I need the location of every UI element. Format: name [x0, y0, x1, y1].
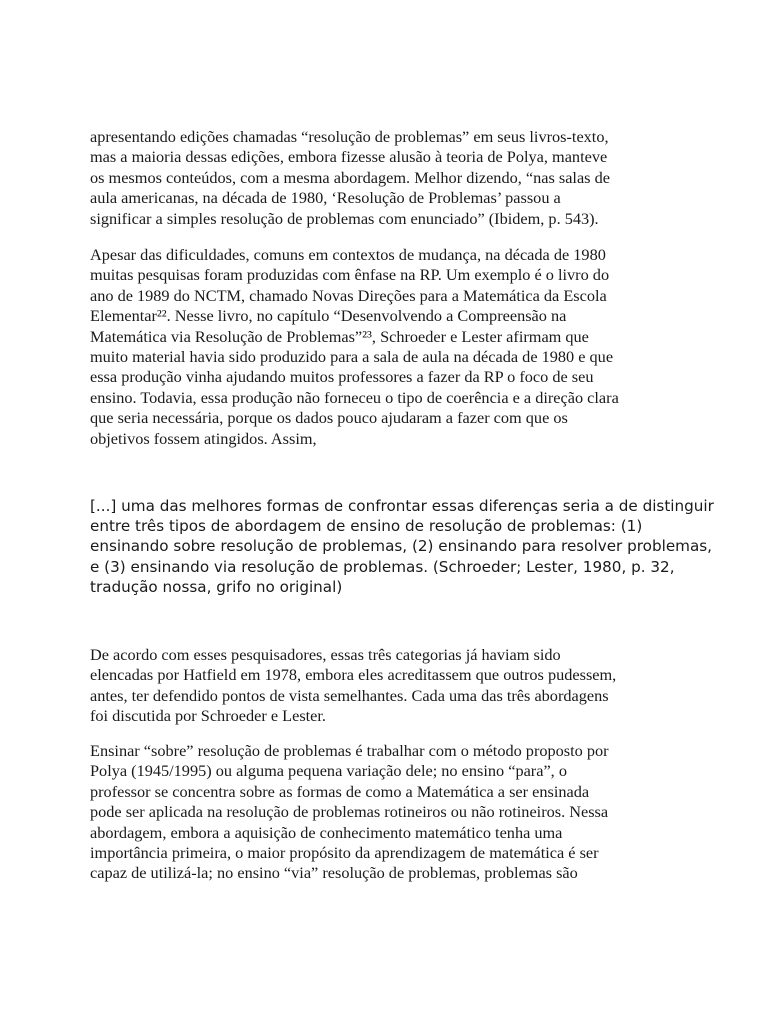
paragraph-line: Matemática via Resolução de Problemas”²³, Schroeder e Lester afirmam que [90, 326, 589, 346]
paragraph-2 [90, 245, 690, 449]
quote-line: tradução nossa, grifo no original) [90, 577, 343, 596]
paragraph-line: pode ser aplicada na resolução de problemas rotineiros ou não rotineiros. Nessa [90, 802, 609, 822]
paragraph-line: objetivos fossem atingidos. Assim, [90, 428, 317, 448]
paragraph-line: mas a maioria dessas edições, embora fizesse alusão à teoria de Polya, manteve [90, 147, 608, 167]
paragraph-line: muito material havia sido produzido para a sala de aula na década de 1980 e que [90, 347, 614, 367]
paragraph-line: Apesar das dificuldades, comuns em contextos de mudança, na década de 1980 [90, 245, 606, 264]
quote-line: e (3) ensinando via resolução de problemas. (Schroeder; Lester, 1980, p. 32, [90, 557, 675, 576]
paragraph-line: os mesmos conteúdos, com a mesma abordagem. Melhor dizendo, “nas salas de [90, 167, 610, 187]
paragraph-3 [90, 645, 690, 727]
paragraph-line: significar a simples resolução de problemas com enunciado” (Ibidem, p. 543). [90, 208, 599, 228]
paragraph-line: Elementar²². Nesse livro, no capítulo “Desenvolvendo a Compreensão na [90, 306, 567, 326]
paragraph-line: abordagem, embora a aquisição de conhecimento matemático tenha uma [90, 822, 563, 842]
paragraph-line: aula americanas, na década de 1980, ‘Resolução de Problemas’ passou a [90, 188, 561, 208]
paragraph-line: essa produção vinha ajudando muitos professores a fazer da RP o foco de seu [90, 367, 594, 387]
paragraph-line: Ensinar “sobre” resolução de problemas é trabalhar com o método proposto por [90, 741, 609, 760]
quote-line: [...] uma das melhores formas de confrontar essas diferenças seria a de distinguir [90, 497, 714, 515]
paragraph-line: importância primeira, o maior propósito da aprendizagem de matemática é ser [90, 843, 599, 863]
paragraph-line: De acordo com esses pesquisadores, essas três categorias já haviam sido [90, 645, 561, 664]
paragraph-line: muitas pesquisas foram produzidas com ênfase na RP. Um exemplo é o livro do [90, 265, 610, 285]
quote-line: ensinando sobre resolução de problemas, (2) ensinando para resolver problemas, [90, 537, 713, 556]
paragraph-1 [90, 127, 690, 229]
paragraph-line: apresentando edições chamadas “resolução de problemas” em seus livros-texto, [90, 127, 609, 146]
block-quote [90, 496, 714, 597]
paragraph-4 [90, 741, 690, 884]
quote-line: entre três tipos de abordagem de ensino de resolução de problemas: (1) [90, 517, 643, 536]
paragraph-line: Polya (1945/1995) ou alguma pequena variação dele; no ensino “para”, o [90, 761, 567, 781]
paragraph-line: que seria necessária, porque os dados pouco ajudaram a fazer com que os [90, 408, 568, 428]
paragraph-line: ano de 1989 do NCTM, chamado Novas Direções para a Matemática da Escola [90, 285, 607, 305]
paragraph-line: capaz de utilizá-la; no ensino “via” resolução de problemas, problemas são [90, 863, 578, 883]
paragraph-line: elencadas por Hatfield em 1978, embora eles acreditassem que outros pudessem, [90, 665, 617, 685]
paragraph-line: foi discutida por Schroeder e Lester. [90, 706, 326, 726]
paragraph-line: professor se concentra sobre as formas de como a Matemática a ser ensinada [90, 781, 590, 801]
paragraph-line: ensino. Todavia, essa produção não forneceu o tipo de coerência e a direção clara [90, 387, 619, 407]
paragraph-line: antes, ter defendido pontos de vista semelhantes. Cada uma das três abordagens [90, 685, 609, 705]
